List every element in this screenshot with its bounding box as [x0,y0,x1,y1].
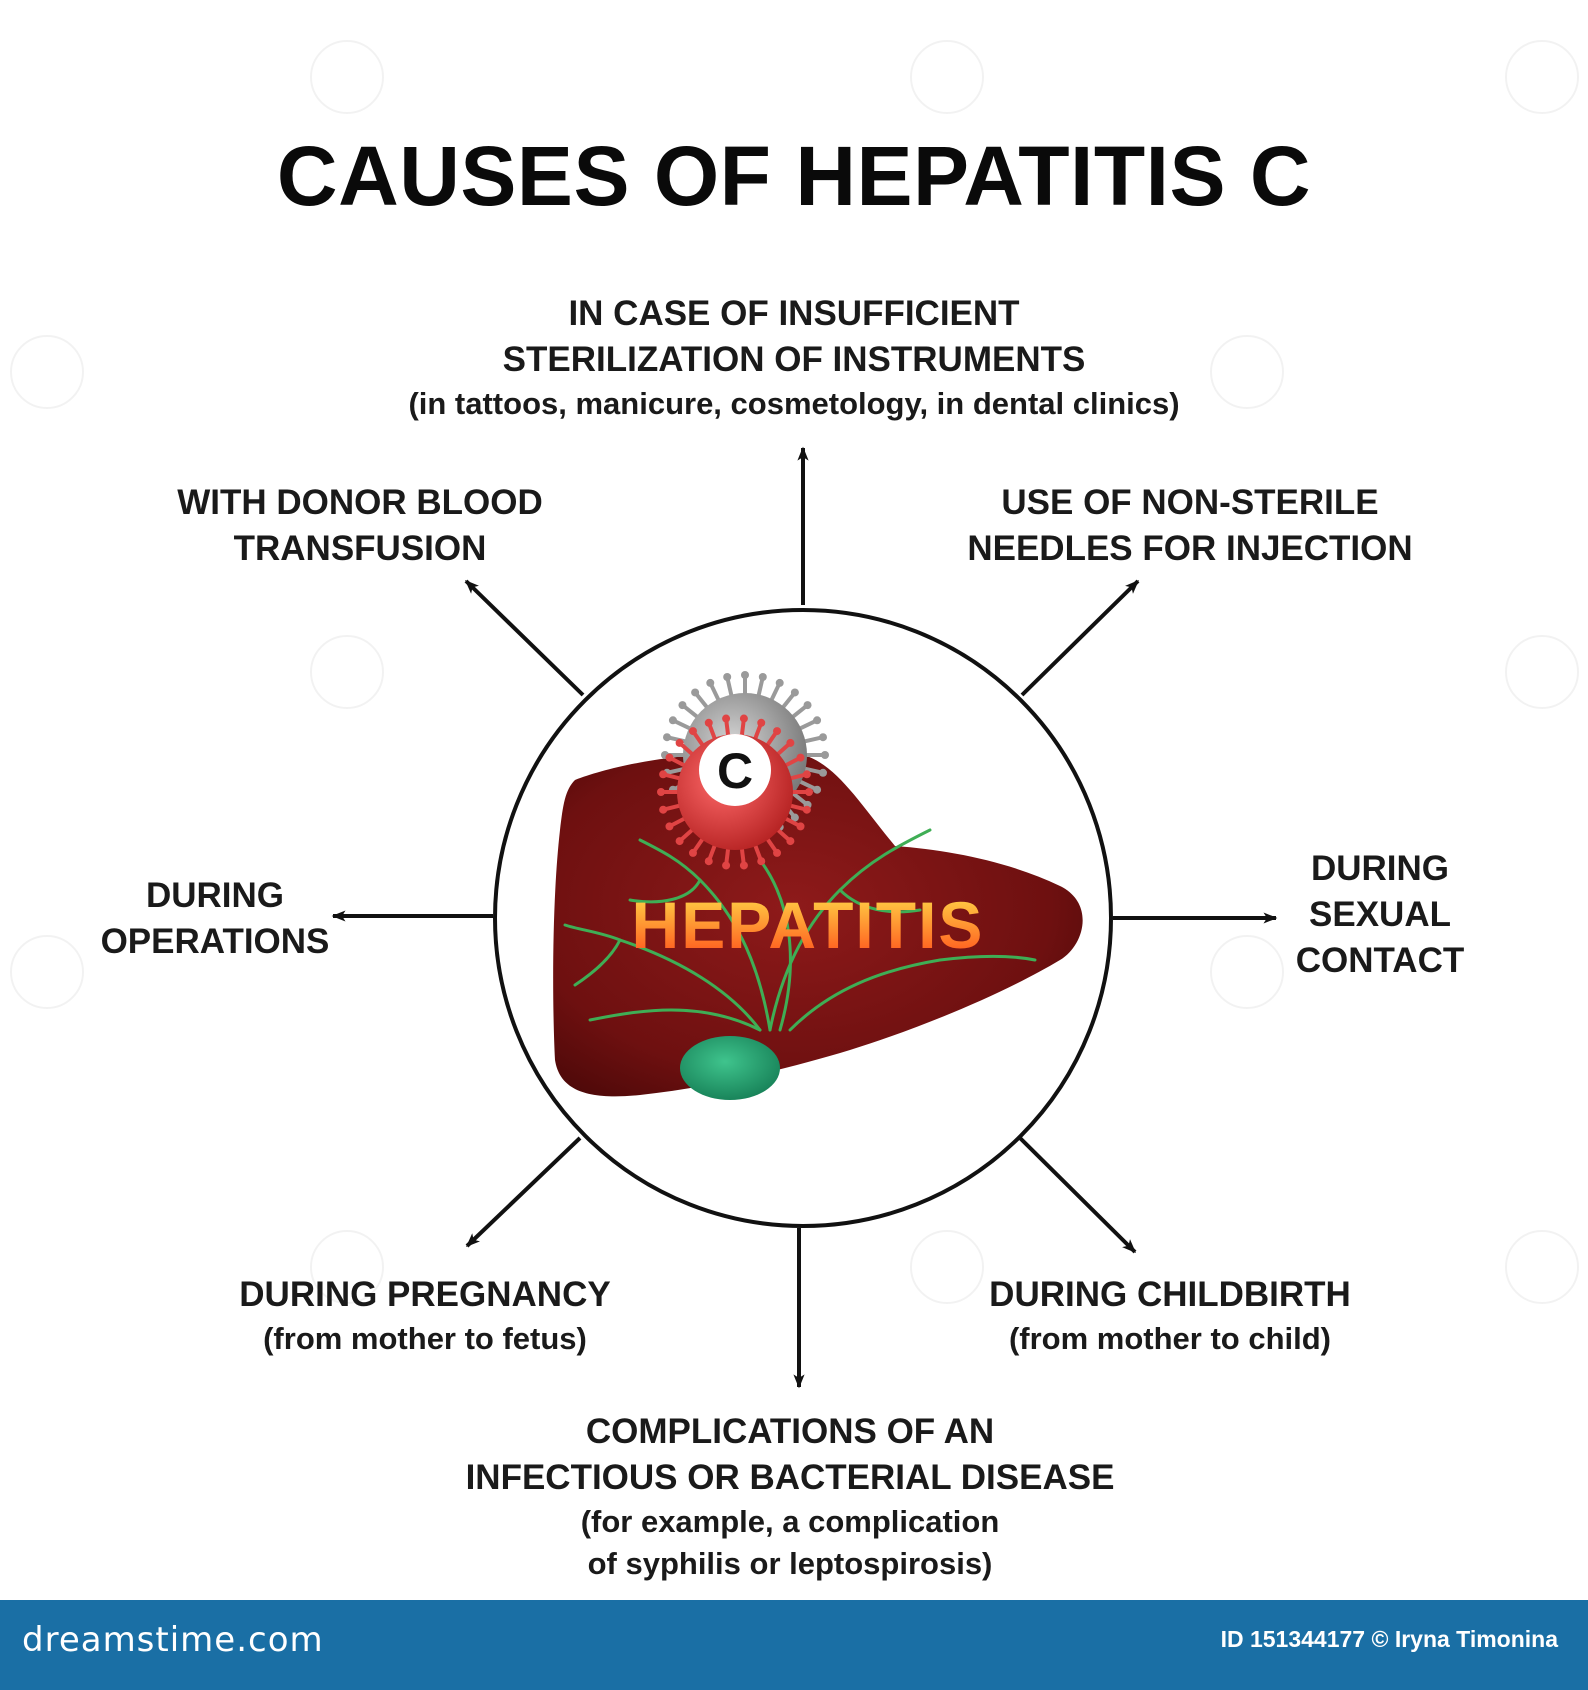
virus-spike-tip [722,715,730,723]
virus-spike-tip [757,857,765,865]
arrow-down-right [1020,1138,1135,1252]
cause-bottom-line-1: COMPLICATIONS OF AN [585,1412,995,1451]
virus-spike-tip [819,733,827,741]
virus-spike-tip [813,716,821,724]
virus-letter: C [716,743,754,799]
cause-bottom-right-line-1: DURING CHILDBIRTH [989,1275,1351,1314]
virus-spike-tip [706,679,714,687]
page-title: CAUSES OF HEPATITIS C [276,129,1312,223]
virus-spike-tip [773,849,781,857]
cause-top-left [130,480,590,572]
virus-spike-tip [805,788,813,796]
cause-top-line-1: IN CASE OF INSUFFICIENT [568,294,1020,333]
virus-spike-tip [663,733,671,741]
virus-spike-tip [803,770,811,778]
brand-logo[interactable]: dreamstime.com [22,1620,324,1660]
arrow-up-right [1022,581,1138,695]
cause-right-line-3: CONTACT [1295,941,1465,980]
cause-bottom-note-2: of syphilis or leptospirosis) [587,1546,993,1581]
cause-left-line-1: DURING [145,876,285,915]
virus-spike-tip [723,673,731,681]
virus-spike-tip [669,716,677,724]
virus-spike-tip [740,861,748,869]
cause-bottom-right [930,1272,1410,1360]
virus-spike-tip [804,701,812,709]
cause-bottom-right-note: (from mother to child) [1008,1321,1332,1356]
cause-right [1270,846,1490,984]
cause-bottom-note-1: (for example, a complication [580,1504,1000,1539]
virus-spike-tip [741,671,749,679]
virus-spike-tip [797,822,805,830]
gallbladder-icon [680,1036,780,1100]
image-credit: ID 151344177 © Iryna Timonina [1220,1626,1558,1652]
cause-bottom-line-2: INFECTIOUS OR BACTERIAL DISEASE [465,1458,1115,1497]
arrow-down-left [467,1138,580,1246]
cause-top-right-line-1: USE OF NON-STERILE [1001,483,1379,522]
virus-spike-tip [689,849,697,857]
cause-top-right-line-2: NEEDLES FOR INJECTION [967,529,1413,568]
cause-left-line-2: OPERATIONS [100,922,330,961]
cause-bottom-left-line-1: DURING PREGNANCY [239,1275,611,1314]
virus-spike-tip [659,770,667,778]
virus-spike-tip [757,719,765,727]
cause-top-line-2: STERILIZATION OF INSTRUMENTS [502,340,1086,379]
virus-spike-tip [740,715,748,723]
cause-right-line-2: SEXUAL [1309,895,1451,934]
virus-spike-tip [786,739,794,747]
cause-top-left-line-1: WITH DONOR BLOOD [177,483,543,522]
virus-spike-tip [819,769,827,777]
liver-label: HEPATITIS [631,888,985,962]
virus-spike-tip [676,837,684,845]
virus-spike-tip [676,739,684,747]
virus-spike-tip [773,727,781,735]
arrow-up-left [466,581,583,695]
cause-right-line-1: DURING [1310,849,1450,888]
virus-spike-tip [759,673,767,681]
virus-spike-tip [786,837,794,845]
virus-spike-tip [791,688,799,696]
cause-bottom-left [180,1272,670,1360]
virus-spike-tip [678,701,686,709]
cause-bottom-left-note: (from mother to fetus) [263,1321,587,1356]
cause-top-left-line-2: TRANSFUSION [233,529,487,568]
virus-spike-tip [722,861,730,869]
virus-spike-tip [776,679,784,687]
virus-spike-tip [813,786,821,794]
virus-spike-tip [691,688,699,696]
virus-spike-tip [803,806,811,814]
cause-top-note: (in tattoos, manicure, cosmetology, in dental clinics) [408,386,1180,421]
footer-bar [0,1600,1588,1690]
virus-spike-tip [705,857,713,865]
cause-top-right [930,480,1450,572]
virus-spike-tip [689,727,697,735]
cause-bottom [380,1409,1200,1585]
virus-spike-tip [659,806,667,814]
virus-spike-tip [797,754,805,762]
virus-spike-tip [665,822,673,830]
cause-top [300,291,1288,425]
virus-spike-tip [705,719,713,727]
virus-spike-tip [821,751,829,759]
virus-spike-tip [665,754,673,762]
virus-spike-tip [657,788,665,796]
cause-left [70,873,360,965]
